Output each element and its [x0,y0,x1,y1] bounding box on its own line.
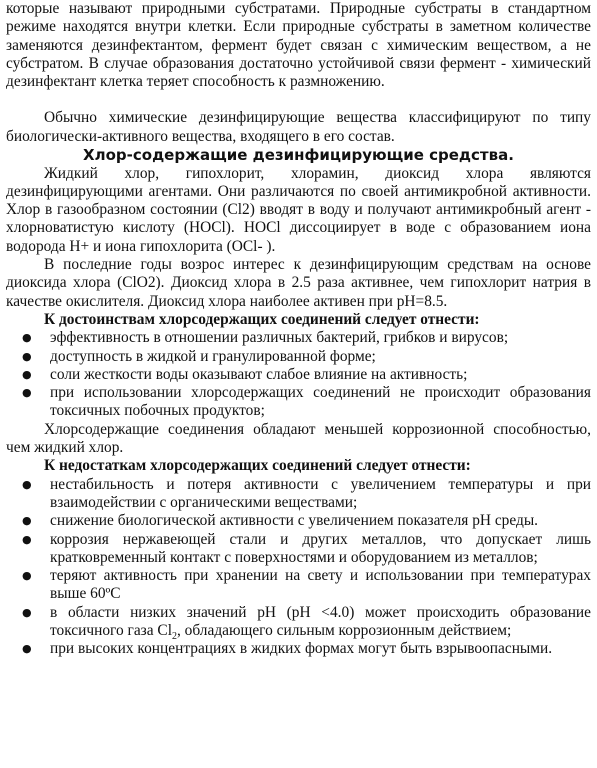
advantages-title: К достоинствам хлорсодержащих соединений следует отнести: [44,310,480,328]
paragraph-natural-substrates: которые называют природными субстратами. Природные субстраты в стандартном режиме находятся внутри клетки. Если природные субстраты в заметном количестве заменяются дезинфектантом, фермент будет связан с химическим веществом, а не субстратом. В случае образования достаточно устойчивой связи фермент - химический дезинфектант клетка теряет способность к размножению. [6,0,591,91]
section-heading: Хлор-содержащие дезинфицирующие средства. [83,146,514,165]
paragraph-chlorine-agents: Жидкий хлор, гипохлорит, хлорамин, диоксид хлора являются дезинфицирующими агентами. Они различаются по своей антимикробной активности. Хлор в газообразном состоянии (Cl2) вводят в воду и получают антимикробный агент - хлорноватистую кислоту (HOCl). HOCl диссоциирует в воде с образованием иона водорода H+ и иона гипохлорита (OCl- ). [6,164,591,255]
bullet-icon: ● [22,349,32,363]
bullet-icon: ● [22,386,32,400]
disadvantages-list [6,476,591,659]
bullet-icon: ● [22,367,32,381]
bullet-icon: ● [22,569,32,583]
list-item: ● снижение биологической активности с увеличением показателя pH среды. [22,512,539,530]
subscript: 2 [171,631,177,643]
bullet-icon: ● [22,532,32,546]
list-item: ● теряют активность при хранении на свету и использовании при температурах выше 60ºС [22,567,591,603]
bullet-icon: ● [22,331,32,345]
paragraph-classification: Обычно химические дезинфицирующие вещества классифицируют по типу биологически-активного вещества, входящего в его состав. [6,109,591,145]
bullet-icon: ● [22,477,32,491]
list-item: ● при высоких концентрациях в жидких формах могут быть взрывоопасными. [22,640,553,658]
list-item: ● в области низких значений pH (pH <4.0) может происходить образование токсичного газа $Cl_2$, обладающего сильным коррозионным действием; [22,603,591,643]
list-item: ● нестабильность и потеря активности с увеличением температуры и при взаимодействии с органическими веществами; [22,475,591,511]
paragraph-chlorine-dioxide: В последние годы возрос интерес к дезинфицирующим средствам на основе диоксида хлора (ClO2). Диоксид хлора в 2.5 раза активнее, чем гипохлорит натрия в качестве окислителя. Диоксид хлора наиболее активен при pH=8.5. [6,256,591,310]
paragraph-corrosion-note: Хлорсодержащие соединения обладают меньшей коррозионной способностью, чем жидкий хлор. [6,420,591,457]
bullet-icon: ● [22,642,32,656]
list-item: ● при использовании хлорсодержащих соединений не происходит образования токсичных побочных продуктов; [22,384,591,420]
disadvantages-title: К недостаткам хлорсодержащих соединений следует отнести: [44,457,471,475]
list-item: ● соли жесткости воды оказывают слабое влияние на активность; [22,365,468,383]
bullet-icon: ● [22,514,32,528]
advantages-list [6,329,591,420]
blank-line [6,91,591,109]
list-item: ● доступность в жидкой и гранулированной форме; [22,347,376,365]
list-item: ● коррозия нержавеющей стали и других металлов, что допускает лишь кратковременный контакт с поверхностями и оборудованием из металлов; [22,530,591,566]
bullet-icon: ● [22,605,32,619]
list-item: ● эффективность в отношении различных бактерий, грибков и вирусов; [22,329,509,347]
